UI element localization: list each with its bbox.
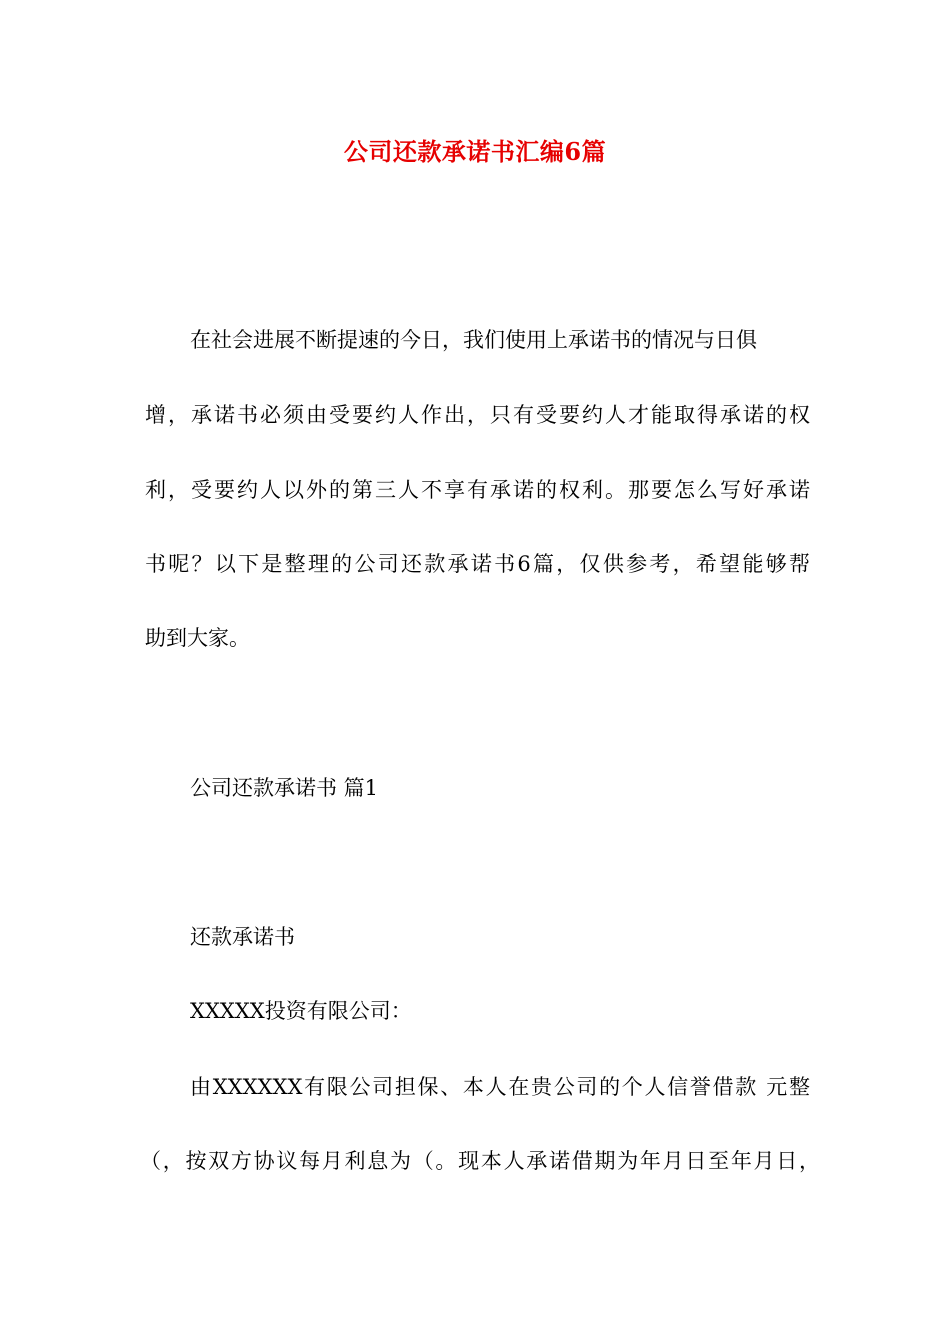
letter-body-line-1: 由XXXXXX有限公司担保、本人在贵公司的个人信誉借款 元整 (190, 1075, 810, 1099)
intro-line-4: 书呢？以下是整理的公司还款承诺书6篇，仅供参考，希望能够帮 (145, 552, 810, 576)
intro-line-5: 助到大家。 (145, 626, 250, 650)
intro-line-1: 在社会进展不断提速的今日，我们使用上承诺书的情况与日俱 (190, 328, 757, 352)
letter-heading: 还款承诺书 (190, 925, 295, 949)
letter-body-line-2: （，按双方协议每月利息为（。现本人承诺借期为年月日至年月日， (140, 1149, 820, 1173)
section-heading: 公司还款承诺书 篇1 (190, 776, 379, 800)
intro-line-3: 利，受要约人以外的第三人不享有承诺的权利。那要怎么写好承诺 (145, 478, 810, 502)
intro-line-2: 增，承诺书必须由受要约人作出，只有受要约人才能取得承诺的权 (145, 403, 810, 427)
document-title: 公司还款承诺书汇编6篇 (343, 137, 607, 166)
letter-addressee: XXXXX投资有限公司： (190, 999, 412, 1023)
